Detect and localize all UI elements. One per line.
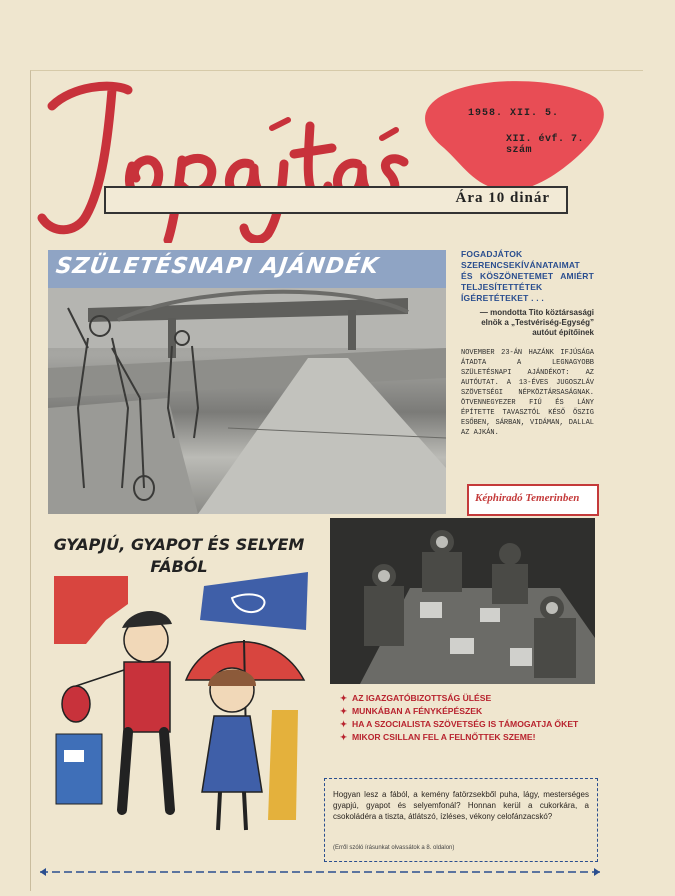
report-bullet-list xyxy=(340,692,610,744)
report-bullet: ✦ HA A SZOCIALISTA SZÖVETSÉG IS TÁMOGATJA ŐKET xyxy=(340,719,579,729)
wool-cotton-silk-illustration xyxy=(36,520,322,850)
report-bullet: ✦ AZ IGAZGATÓBIZOTTSÁG ÜLÉSE xyxy=(340,693,492,703)
quote-attribution: — mondotta Tito köztársasági elnök a „Testvériség-Egység” autóut építőinek xyxy=(479,308,594,337)
teaser-note: (Erről szóló írásunkat olvassátok a 8. oldalon) xyxy=(333,845,455,851)
meeting-photo xyxy=(330,518,595,684)
masthead-logo xyxy=(32,68,412,243)
tito-quote: FOGADJÁTOK SZERENCSEKÍVÁNATAIMAT ÉS KÖSZÖNETEMET AMIÉRT TELJESÍTETTÉTEK ÍGÉRETÉTEKET . . . xyxy=(461,249,594,303)
report-bullet: ✦ MUNKÁBAN A FÉNYKÉPÉSZEK xyxy=(340,706,483,716)
top-story-headline: SZÜLETÉSNAPI AJÁNDÉK xyxy=(54,254,381,279)
teaser-box xyxy=(324,778,598,862)
issue-info-blob xyxy=(418,78,608,198)
price-bar xyxy=(104,186,568,214)
star-icon: ✦ xyxy=(340,693,348,703)
report-label: Képhiradó Temerinben xyxy=(475,492,580,504)
teaser-text: Hogyan lesz a fából, a kemény fatörzsekből puha, lágy, mesterséges gyapjú, gyapot és selyemfonál? Honnan kerül a cukorkára, a csokoládéra a tiszta, átlátszó, ízléses, vékony celofánzacskó? xyxy=(333,790,589,821)
top-story-sidebar xyxy=(461,249,594,438)
star-icon: ✦ xyxy=(340,706,348,716)
top-story-body: NOVEMBER 23-ÁN HAZÁNK IFJÚSÁGA ÁTADTA A LEGNAGYOBB SZÜLETÉSNAPI AJÁNDÉKOT: AZ AUTÓUTAT. A 13-ÉVES JUGOSZLÁV SZÖVETSÉGI NÉPKÖZTÁRSASÁGNAK. ÖTVENNEGYEZER FIÚ ÉS LÁNY ÉPÍTETTE TAVASZTÓL KÉSŐ ŐSZIG ESŐBEN, SÁRBAN, VIDÁMAN, DALLAL AZ AJKÁN. xyxy=(461,349,594,437)
headline-band xyxy=(48,250,446,288)
issue-number: XII. évf. 7. szám xyxy=(506,134,585,156)
issue-date: 1958. XII. 5. xyxy=(468,108,560,119)
star-icon: ✦ xyxy=(340,719,348,729)
highway-bridge-photo xyxy=(48,288,446,514)
illustration-title: GYAPJÚ, GYAPOT ÉS SELYEM FÁBÓL xyxy=(53,535,305,576)
bottom-decorative-border xyxy=(40,866,600,878)
report-bullet: ✦ MIKOR CSILLAN FEL A FELNŐTTEK SZEME! xyxy=(340,732,536,742)
report-label-box xyxy=(467,484,599,516)
price-label: Ára 10 dinár xyxy=(452,190,555,207)
star-icon: ✦ xyxy=(340,732,348,742)
